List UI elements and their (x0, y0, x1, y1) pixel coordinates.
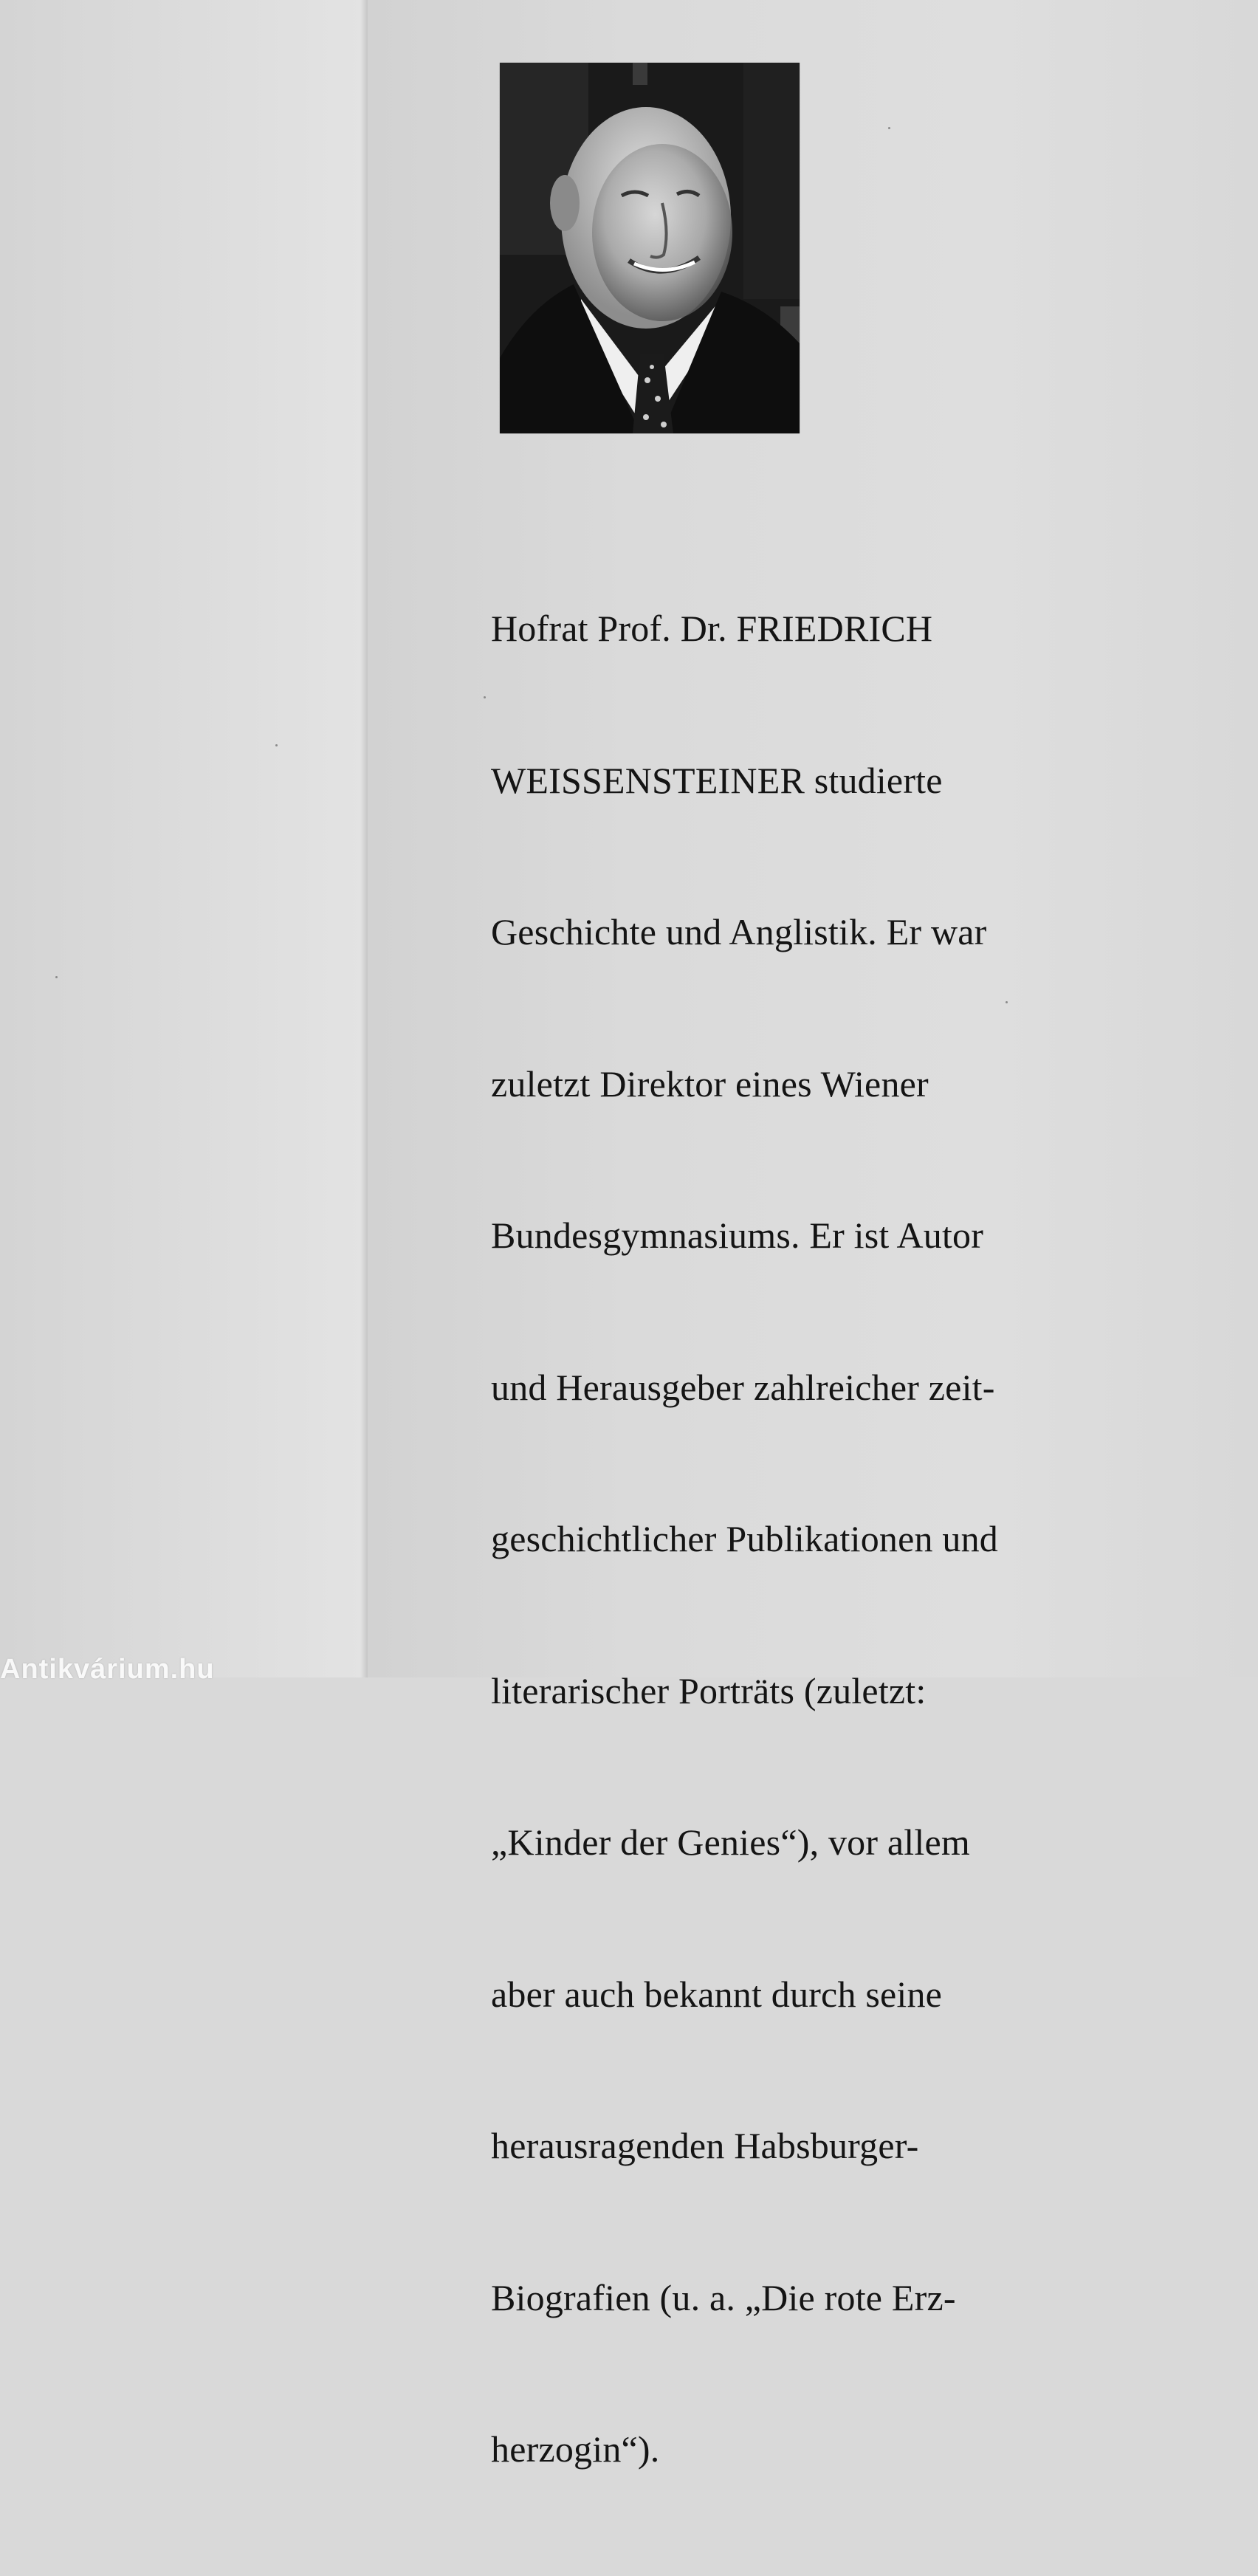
bio-line: Bundesgymnasiums. Er ist Autor (491, 1215, 984, 1256)
dust-speck (275, 744, 278, 746)
bio-line: „Kinder der Genies“), vor allem (491, 1821, 970, 1863)
left-flap (0, 0, 365, 1677)
dust-speck (484, 696, 486, 698)
bio-line: Biografien (u. a. „Die rote Erz- (491, 2276, 956, 2318)
dust-speck (1006, 1001, 1008, 1003)
author-photo (500, 63, 800, 433)
dust-speck (888, 127, 890, 129)
bio-line: Geschichte und Anglistik. Er war (491, 911, 987, 952)
bio-line: zuletzt Direktor eines Wiener (491, 1062, 929, 1105)
fold-shadow (360, 0, 368, 1677)
bio-line: Hofrat Prof. Dr. FRIEDRICH (491, 608, 933, 649)
bio-line: und Herausgeber zahlreicher zeit- (491, 1366, 995, 1408)
dust-speck (55, 976, 58, 978)
bio-line: herausragenden Habsburger- (491, 2125, 919, 2166)
author-bio (491, 502, 1096, 2576)
watermark: Antikvárium.hu (0, 1654, 215, 1685)
bio-line: herzogin“). (491, 2428, 660, 2470)
bio-line: literarischer Porträts (zuletzt: (491, 1669, 927, 1711)
bio-line: WEISSENSTEINER studierte (491, 759, 943, 801)
author-portrait-icon (500, 63, 800, 433)
bio-line: aber auch bekannt durch seine (491, 1973, 943, 2015)
bio-line: geschichtlicher Publikationen und (491, 1518, 998, 1559)
